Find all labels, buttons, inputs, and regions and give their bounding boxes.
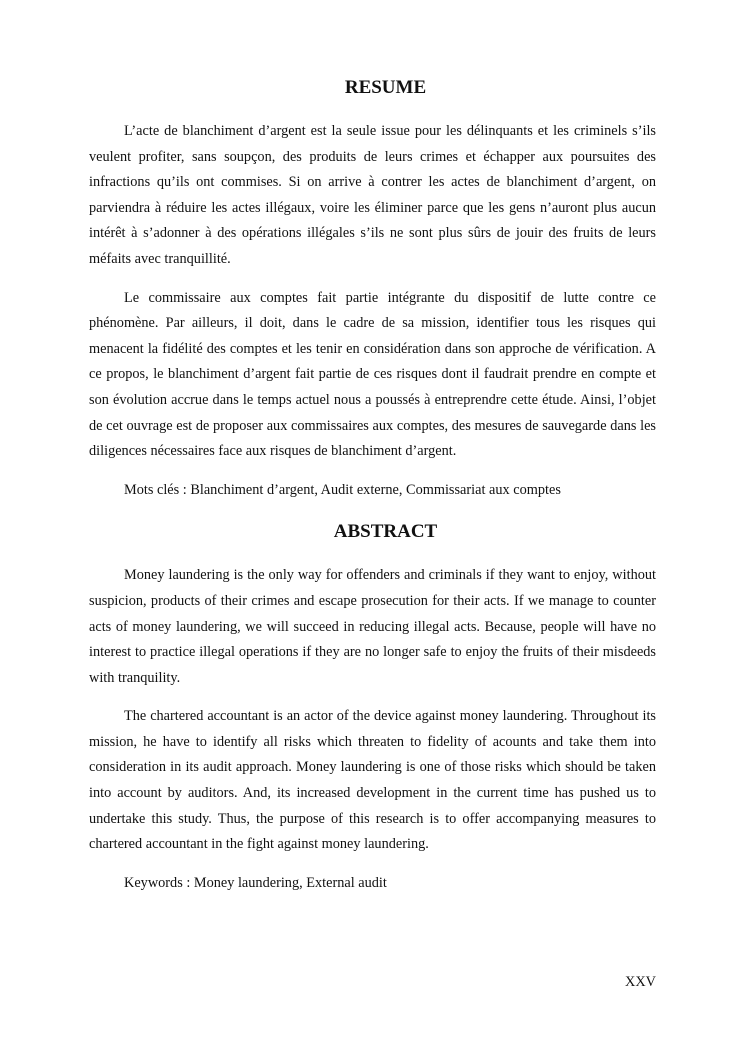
- document-page: [89, 72, 656, 896]
- page-number: XXV: [625, 974, 656, 990]
- abstract-paragraph-2: The chartered accountant is an actor of the device against money laundering. Throughout its mission, he have to identify all risks which threaten to fidelity of acounts and take them into consideration in its audit approach. Money laundering is one of those risks which should be taken into account by auditors. And, its increased development in the current time has pushed us to undertake this study. Thus, the purpose of this research is to offer accompanying measures to chartered accountant in the fight against money laundering.: [89, 708, 656, 853]
- resume-title: RESUME: [344, 77, 427, 98]
- abstract-title: ABSTRACT: [333, 521, 438, 543]
- resume-keywords: Mots clés : Blanchiment d’argent, Audit externe, Commissariat aux comptes: [124, 481, 561, 498]
- abstract-keywords: Keywords : Money laundering, External audit: [124, 874, 387, 891]
- resume-paragraph-2: Le commissaire aux comptes fait partie intégrante du dispositif de lutte contre ce phénomène. Par ailleurs, il doit, dans le cadre de sa mission, identifier tous les risques qui menacent la fidélité des comptes et les tenir en considération dans son approche de vérification. A ce propos, le blanchiment d’argent fait partie de ces risques dont il faudrait prendre en compte et son évolution accrue dans le temps actuel nous a poussés à entreprendre cette étude. Ainsi, l’objet de cet ouvrage est de proposer aux commissaires aux comptes, des mesures de sauvegarde dans les diligences nécessaires face aux risques de blanchiment d’argent.: [89, 289, 656, 460]
- abstract-paragraph-1: Money laundering is the only way for offenders and criminals if they want to enjoy, without suspicion, products of their crimes and escape prosecution for their acts. If we manage to counter acts of money laundering, we will succeed in reducing illegal acts. Because, people will have no interest to practice illegal operations if they are no longer safe to enjoy the fruits of their misdeeds with tranquility.: [89, 567, 656, 686]
- resume-paragraph-1: L’acte de blanchiment d’argent est la seule issue pour les délinquants et les criminels s’ils veulent profiter, sans soupçon, des produits de leurs crimes et échapper aux poursuites des infractions qu’ils ont commises. Si on arrive à contrer les actes de blanchiment d’argent, on parviendra à réduire les actes illégaux, voire les éliminer parce que les gens n’auront plus aucun intérêt à s’adonner à des opérations illégales s’ils ne sont plus sûrs de jouir des fruits de leurs méfaits avec tranquillité.: [89, 123, 656, 267]
